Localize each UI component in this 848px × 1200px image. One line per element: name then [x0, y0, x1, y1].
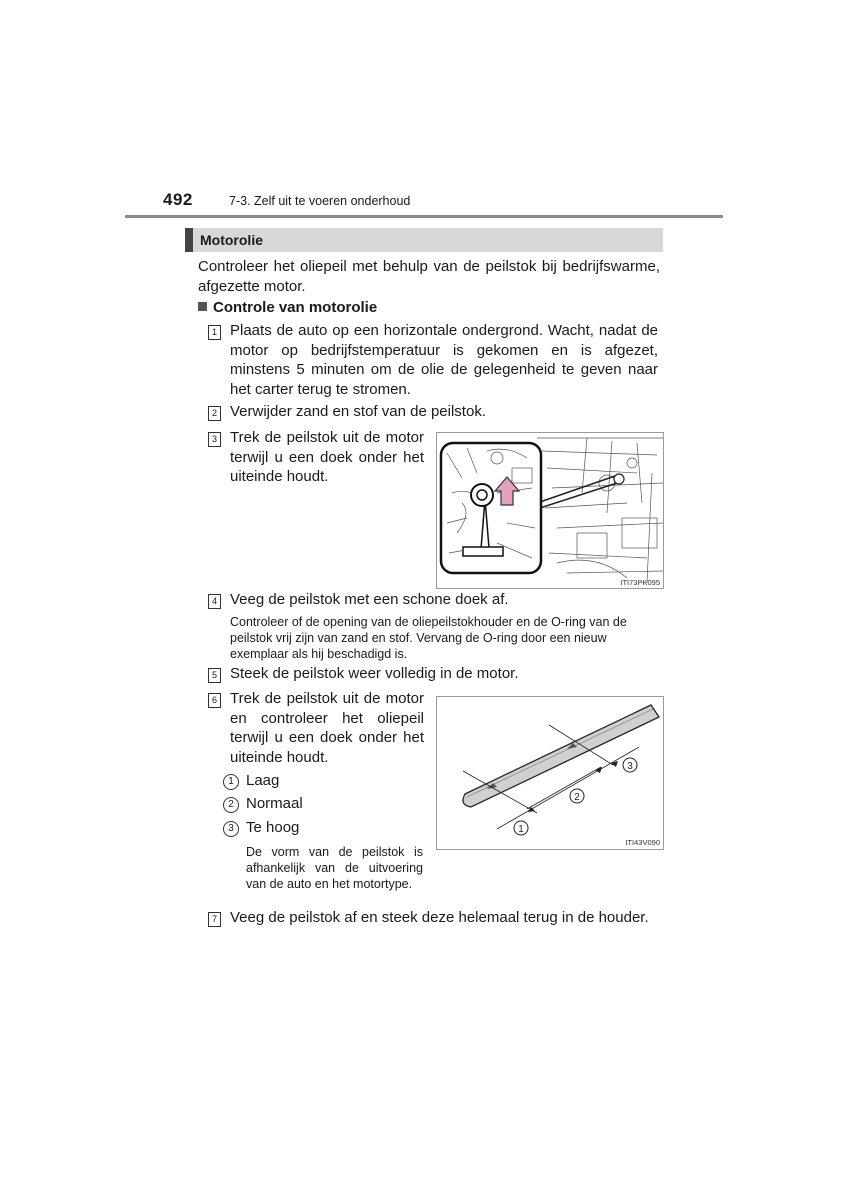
level-marker-3: 3 — [223, 821, 239, 837]
page-number: 492 — [163, 190, 193, 209]
section-title: Motorolie — [200, 232, 263, 248]
step-number-5: 5 — [208, 668, 221, 683]
step-text-1: Plaats de auto op een horizontale ondergrond. Wacht, nadat de motor op bedrijfstemperatuur is gekomen en is afgezet, minstens 5 minuten om de olie de gelegenheid te geven naar het carter terug te stromen. — [230, 322, 658, 398]
step-text-7: Veeg de peilstok af en steek deze helemaal terug in de houder. — [230, 909, 649, 926]
engine-illustration — [437, 433, 663, 588]
level-marker-1: 1 — [223, 774, 239, 790]
step-number-4: 4 — [208, 594, 221, 609]
step-text-6: Trek de peilstok uit de motor en controleer het oliepeil terwijl u een doek onder het uiteinde houdt. — [230, 690, 424, 766]
subheading — [198, 299, 377, 316]
subheading-text: Controle van motorolie — [213, 299, 378, 316]
figure-marker-2: 2 — [574, 792, 580, 803]
intro-paragraph: Controleer het oliepeil met behulp van de peilstok bij bedrijfswarme, afgezette motor. — [198, 258, 660, 295]
section-heading-bar — [185, 228, 663, 252]
engine-dipstick-figure — [436, 432, 664, 589]
step-text-3: Trek de peilstok uit de motor terwijl u een doek onder het uiteinde houdt. — [230, 429, 424, 485]
step-note-6: De vorm van de peilstok is afhankelijk van de uitvoering van de auto en het motortype. — [246, 845, 423, 891]
square-bullet-icon — [198, 302, 207, 311]
level-label-low: Laag — [246, 772, 280, 789]
dipstick-levels-figure — [436, 696, 664, 850]
chapter-title: 7-3. Zelf uit te voeren onderhoud — [229, 194, 411, 208]
step-number-2: 2 — [208, 406, 221, 421]
header-divider — [125, 215, 723, 218]
step-number-7: 7 — [208, 912, 221, 927]
level-label-high: Te hoog — [246, 819, 300, 836]
step-number-6: 6 — [208, 693, 221, 708]
level-label-normal: Normaal — [246, 795, 303, 812]
step-text-4: Veeg de peilstok met een schone doek af. — [230, 591, 509, 608]
step-text-5: Steek de peilstok weer volledig in de motor. — [230, 665, 519, 682]
figure-code-engine: ITI73PK095 — [620, 578, 660, 587]
step-number-1: 1 — [208, 325, 221, 340]
dipstick-illustration — [437, 697, 663, 849]
step-note-4: Controleer of de opening van de oliepeilstokhouder en de O-ring van de peilstok vrij zijn van zand en stof. Vervang de O-ring door een nieuw exemplaar als hij beschadigd is. — [230, 615, 627, 661]
step-text-2: Verwijder zand en stof van de peilstok. — [230, 403, 486, 420]
step-number-3: 3 — [208, 432, 221, 447]
figure-marker-3: 3 — [627, 761, 633, 772]
figure-code-dipstick: ITI43V090 — [625, 838, 660, 847]
figure-marker-1: 1 — [518, 824, 524, 835]
level-marker-2: 2 — [223, 797, 239, 813]
